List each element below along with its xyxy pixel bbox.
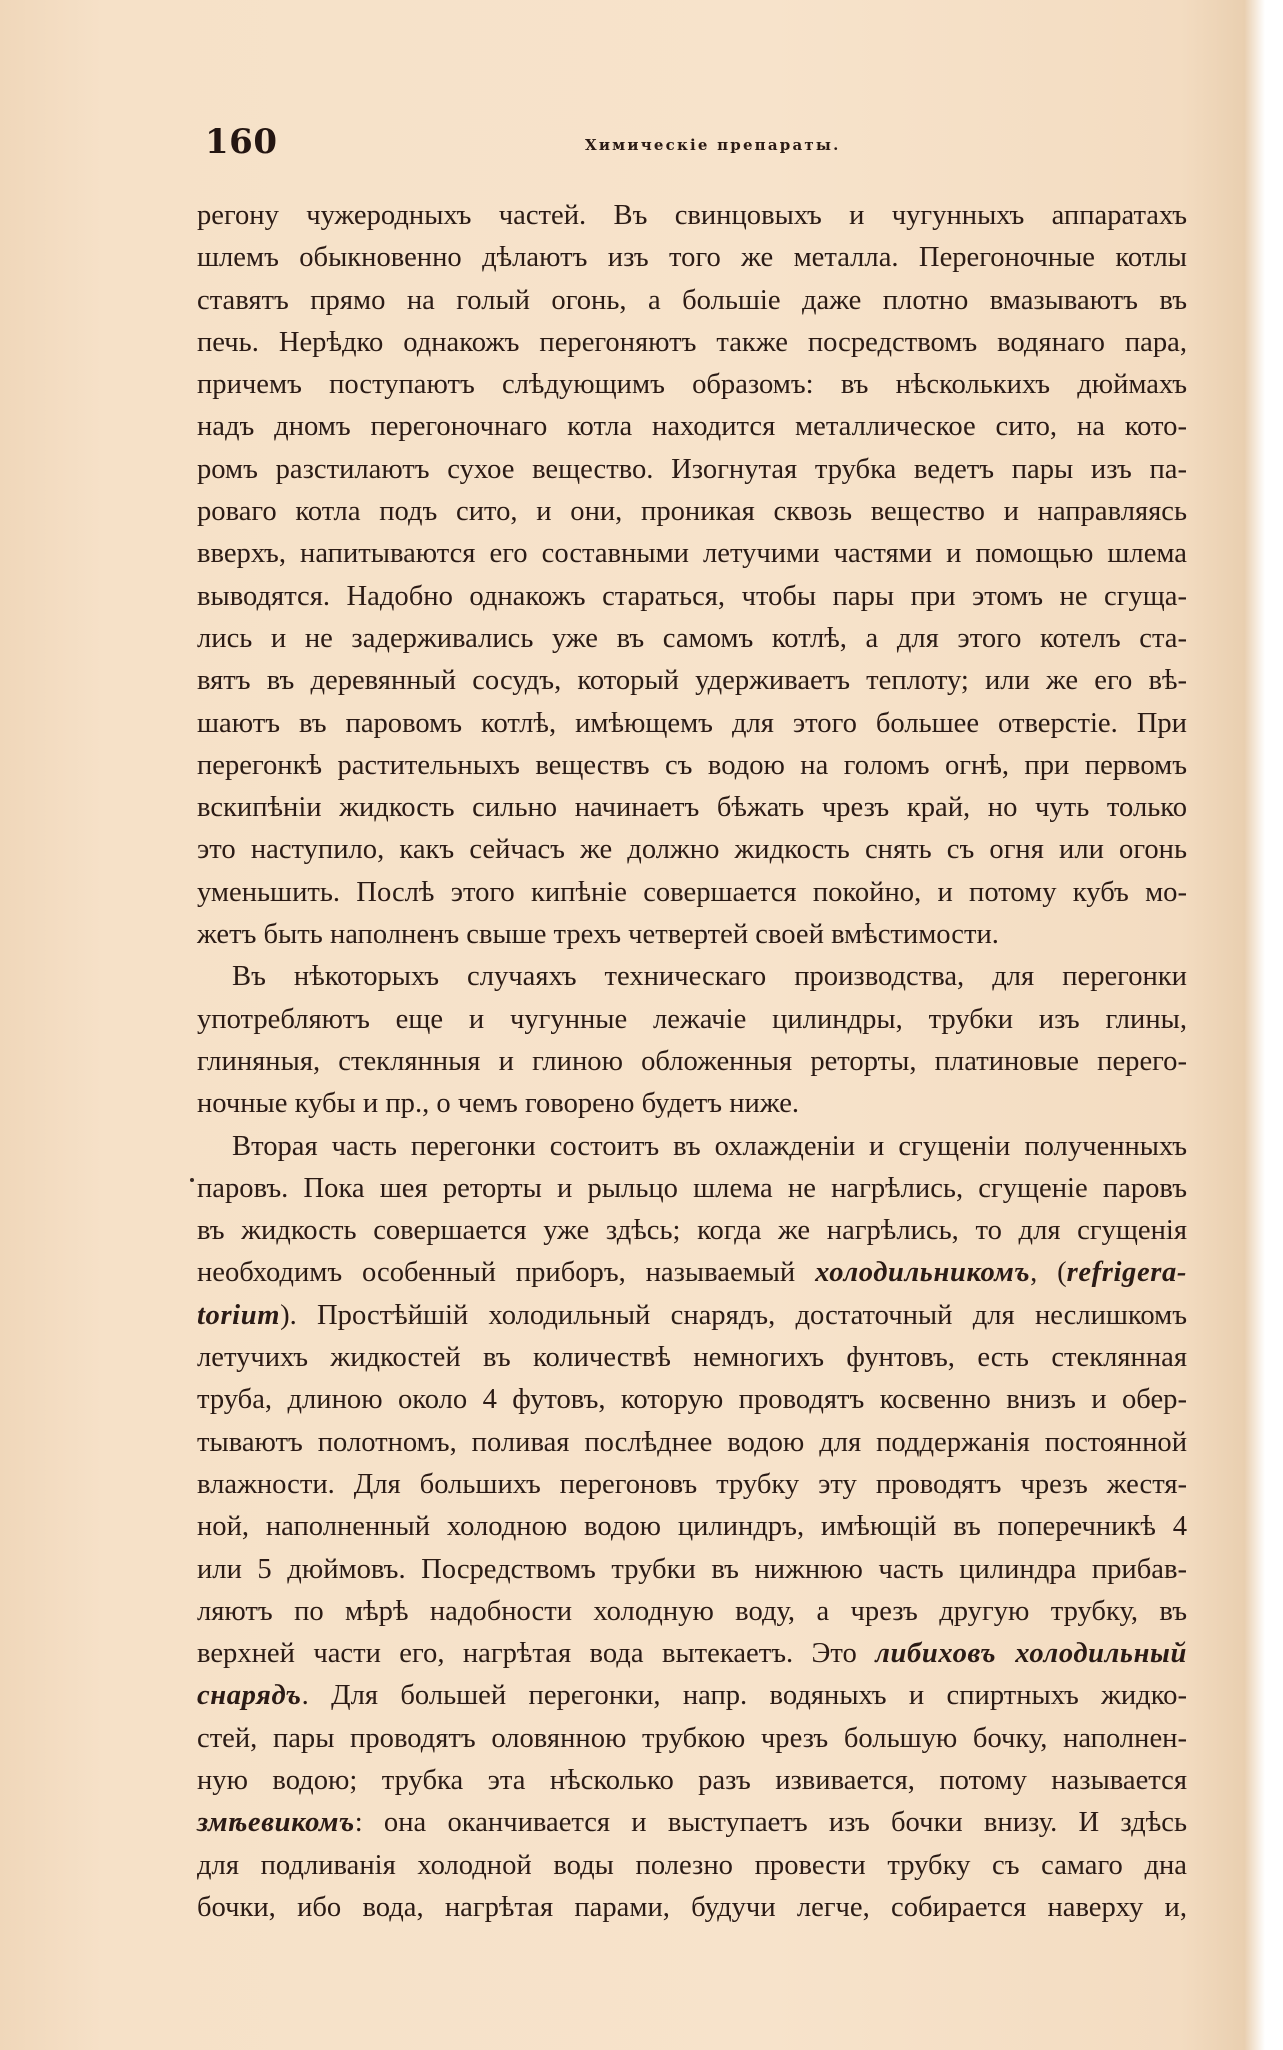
text-run: ной, наполненный холодною водою цилиндръ, имѣющій въ поперечникѣ 4 bbox=[197, 1511, 1187, 1543]
text-run: Вторая часть перегонки состоитъ въ охлажденіи и сгущеніи полученныхъ bbox=[232, 1130, 1187, 1162]
text-line bbox=[197, 872, 1187, 914]
text-run: печь. Нерѣдко однакожъ перегоняютъ также посредствомъ водянаго пара, bbox=[197, 326, 1187, 358]
text-line bbox=[197, 576, 1187, 618]
text-run: вскипѣніи жидкость сильно начинаетъ бѣжать чрезъ край, но чуть только bbox=[197, 792, 1187, 824]
text-run: надъ дномъ перегоночнаго котла находится металлическое сито, на кото- bbox=[197, 411, 1187, 443]
text-run: роваго котла подъ сито, и они, проникая сквозь вещество и направляясь bbox=[197, 496, 1187, 528]
text-line bbox=[197, 660, 1187, 702]
text-line bbox=[197, 1845, 1187, 1887]
text-line bbox=[197, 1337, 1187, 1379]
text-run: для подливанія холодной воды полезно провести трубку съ самаго дна bbox=[197, 1849, 1187, 1881]
text-run: ночные кубы и пр., о чемъ говорено будетъ ниже. bbox=[197, 1088, 800, 1120]
text-run: регону чужеродныхъ частей. Въ свинцовыхъ и чугунныхъ аппаратахъ bbox=[197, 200, 1187, 231]
text-line bbox=[197, 1549, 1187, 1591]
text-line bbox=[197, 364, 1187, 406]
text-line bbox=[197, 1252, 1187, 1294]
text-run: перегонкѣ растительныхъ веществъ съ водою на голомъ огнѣ, при первомъ bbox=[197, 749, 1187, 781]
text-run: шлемъ обыкновенно дѣлаютъ изъ того же металла. Перегоночные котлы bbox=[197, 242, 1187, 274]
text-line bbox=[197, 999, 1187, 1041]
text-line bbox=[197, 1506, 1187, 1548]
text-line bbox=[197, 1083, 1187, 1125]
text-run: глиняныя, стеклянныя и глиною обложенныя реторты, платиновые перего- bbox=[197, 1045, 1187, 1077]
text-line bbox=[197, 1802, 1187, 1844]
emphasized-term: либиховъ холодильный bbox=[875, 1638, 1188, 1670]
text-run: необходимъ особенный приборъ, называемый bbox=[197, 1257, 816, 1289]
text-line bbox=[197, 406, 1187, 448]
text-run: выводятся. Надобно однакожъ стараться, чтобы пары при этомъ не сгуща- bbox=[197, 580, 1187, 612]
text-line bbox=[197, 491, 1187, 533]
text-run: летучихъ жидкостей въ количествѣ немногихъ фунтовъ, есть стеклянная bbox=[197, 1342, 1187, 1374]
text-line bbox=[197, 745, 1187, 787]
text-line bbox=[197, 1422, 1187, 1464]
text-run: тываютъ полотномъ, поливая послѣднее водою для поддержанія постоянной bbox=[197, 1426, 1187, 1458]
text-run: ляютъ по мѣрѣ надобности холодную воду, а чрезъ другую трубку, въ bbox=[197, 1595, 1187, 1627]
body-text bbox=[197, 195, 1187, 1929]
emphasized-term: refrigera- bbox=[1066, 1257, 1187, 1289]
text-run: уменьшить. Послѣ этого кипѣніе совершается покойно, и потому кубъ мо- bbox=[197, 876, 1187, 908]
text-line bbox=[197, 1718, 1187, 1760]
text-line bbox=[197, 237, 1187, 279]
text-line bbox=[197, 1887, 1187, 1929]
text-line bbox=[197, 1379, 1187, 1421]
text-line bbox=[197, 1633, 1187, 1675]
text-line bbox=[197, 449, 1187, 491]
text-run: ). Простѣйшій холодильный снарядъ, достаточный для неслишкомъ bbox=[280, 1299, 1187, 1331]
text-run: труба, длиною около 4 футовъ, которую проводятъ косвенно внизъ и обер- bbox=[197, 1384, 1187, 1416]
page-number: 160 bbox=[205, 122, 278, 162]
text-run: верхней части его, нагрѣтая вода вытекаетъ. Это bbox=[197, 1638, 876, 1670]
text-run: ную водою; трубка эта нѣсколько разъ извивается, потому называется bbox=[197, 1764, 1187, 1796]
text-line bbox=[197, 618, 1187, 660]
text-line bbox=[197, 322, 1187, 364]
text-line bbox=[197, 1591, 1187, 1633]
emphasized-term: холодильникомъ bbox=[815, 1257, 1031, 1289]
text-line bbox=[197, 829, 1187, 871]
text-run: вятъ въ деревянный сосудъ, который удерживаетъ теплоту; или же его вѣ- bbox=[197, 665, 1187, 697]
text-run: лись и не задерживались уже въ самомъ котлѣ, а для этого котелъ ста- bbox=[197, 622, 1187, 654]
text-run: стей, пары проводятъ оловянною трубкою чрезъ большую бочку, наполнен- bbox=[197, 1722, 1187, 1754]
emphasized-term: змѣевикомъ bbox=[197, 1807, 355, 1839]
text-run: причемъ поступаютъ слѣдующимъ образомъ: въ нѣсколькихъ дюймахъ bbox=[197, 369, 1187, 401]
emphasized-term: снарядъ bbox=[197, 1680, 302, 1712]
text-line bbox=[197, 703, 1187, 745]
text-line bbox=[197, 195, 1187, 237]
ink-speck bbox=[190, 1178, 194, 1182]
text-run: бочки, ибо вода, нагрѣтая парами, будучи легче, собирается наверху и, bbox=[197, 1891, 1187, 1923]
text-run: употребляютъ еще и чугунные лежачіе цилиндры, трубки изъ глины, bbox=[197, 1003, 1187, 1035]
text-line bbox=[197, 1295, 1187, 1337]
text-run: : она оканчивается и выступаетъ изъ бочки внизу. И здѣсь bbox=[354, 1807, 1187, 1839]
text-line bbox=[197, 914, 1187, 956]
text-line bbox=[197, 1168, 1187, 1210]
text-run: ромъ разстилаютъ сухое вещество. Изогнутая трубка ведетъ пары изъ па- bbox=[197, 453, 1187, 485]
text-run: это наступило, какъ сейчасъ же должно жидкость снять съ огня или огонь bbox=[197, 834, 1187, 866]
running-title: Химическіе препараты. bbox=[585, 136, 841, 154]
text-run: Въ нѣкоторыхъ случаяхъ техническаго производства, для перегонки bbox=[232, 961, 1187, 993]
text-line bbox=[197, 1126, 1187, 1168]
text-line bbox=[197, 533, 1187, 575]
text-line bbox=[197, 1675, 1187, 1717]
page-header bbox=[205, 122, 1185, 166]
text-run: или 5 дюймовъ. Посредствомъ трубки въ нижнюю часть цилиндра прибав- bbox=[197, 1553, 1187, 1585]
text-run: вверхъ, напитываются его составными летучими частями и помощью шлема bbox=[197, 538, 1187, 570]
text-run: ставятъ прямо на голый огонь, а большіе даже плотно вмазываютъ въ bbox=[197, 284, 1187, 316]
text-line bbox=[197, 956, 1187, 998]
text-line bbox=[197, 1464, 1187, 1506]
text-run: въ жидкость совершается уже здѣсь; когда же нагрѣлись, то для сгущенія bbox=[197, 1215, 1187, 1247]
text-run: , ( bbox=[1030, 1257, 1067, 1289]
text-run: шаютъ въ паровомъ котлѣ, имѣющемъ для этого большее отверстіе. При bbox=[197, 707, 1187, 739]
text-run: влажности. Для большихъ перегоновъ трубку эту проводятъ чрезъ жестя- bbox=[197, 1468, 1187, 1500]
text-run: паровъ. Пока шея реторты и рыльцо шлема не нагрѣлись, сгущеніе паровъ bbox=[197, 1172, 1187, 1204]
text-run: жетъ быть наполненъ свыше трехъ четвертей своей вмѣстимости. bbox=[197, 919, 999, 951]
text-run: . Для большей перегонки, напр. водяныхъ и спиртныхъ жидко- bbox=[301, 1680, 1187, 1712]
text-line bbox=[197, 1760, 1187, 1802]
text-line bbox=[197, 280, 1187, 322]
text-line bbox=[197, 1041, 1187, 1083]
emphasized-term: torium bbox=[197, 1299, 281, 1331]
text-line bbox=[197, 787, 1187, 829]
text-line bbox=[197, 1210, 1187, 1252]
